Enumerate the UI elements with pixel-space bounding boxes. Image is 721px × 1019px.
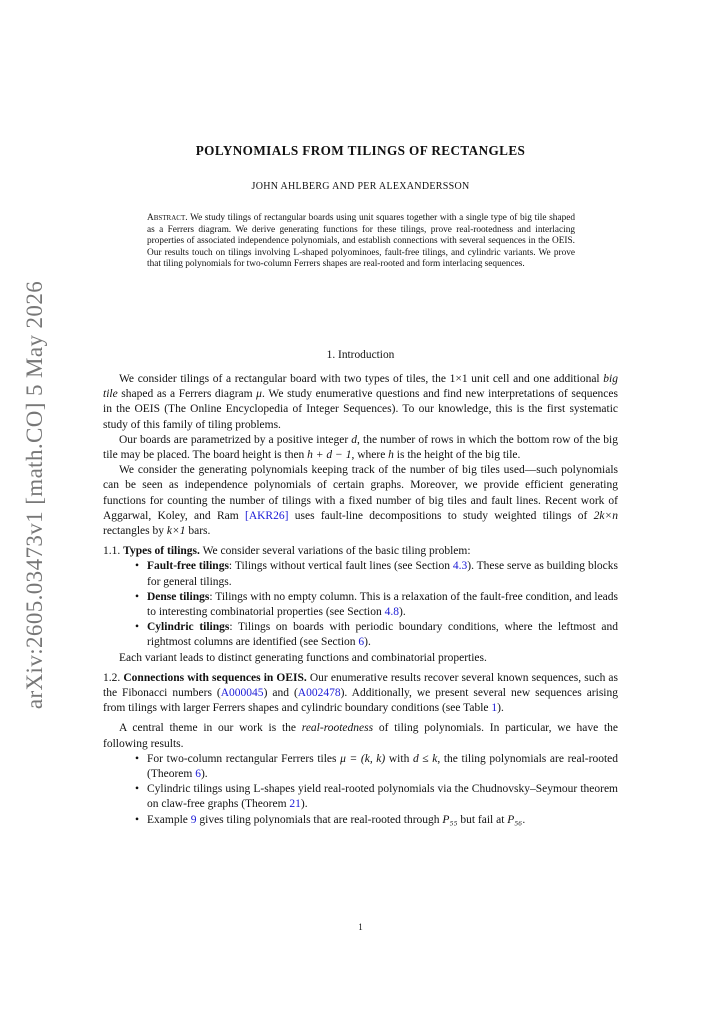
paper-title: POLYNOMIALS FROM TILINGS OF RECTANGLES bbox=[195, 143, 526, 158]
main-body bbox=[103, 372, 618, 828]
text: uses fault-line decompositions to study weighted tilings of bbox=[288, 509, 594, 522]
text: Our enumerative results recover several known sequences, such as the Fibonacci numbers ( bbox=[103, 671, 619, 700]
abstract bbox=[147, 213, 575, 271]
section-link[interactable]: 6 bbox=[358, 636, 365, 649]
text: ). bbox=[200, 768, 208, 781]
text: : Tilings on boards with periodic boundary conditions, where the leftmost and rightmost columns are identified (see Section bbox=[147, 621, 618, 649]
text: , the number of rows in which the bottom row of the big tile may be placed. The board height is then bbox=[103, 433, 619, 462]
term: Fault-free tilings bbox=[147, 560, 229, 573]
section-heading-text: 1. Introduction bbox=[326, 349, 395, 361]
page-number: 1 bbox=[358, 922, 363, 932]
text: ). bbox=[364, 636, 371, 649]
intro-paragraph-2 bbox=[103, 433, 618, 463]
text: A central theme in our work is the bbox=[119, 722, 302, 735]
text: gives tiling polynomials that are real-rooted through bbox=[196, 813, 443, 826]
text: bars. bbox=[185, 525, 211, 538]
text: Cylindric tilings using L-shapes yield real-rooted polynomials via the Chudnovsky–Seymour theorem on claw-free graphs (Theorem bbox=[147, 783, 618, 811]
subsection-number: 1.2. bbox=[103, 671, 121, 684]
subsection-1-1 bbox=[103, 544, 618, 559]
list-item bbox=[147, 782, 618, 812]
emphasis: real-rootedness bbox=[301, 722, 374, 735]
math: h bbox=[388, 449, 394, 462]
math: μ = (k, k) bbox=[340, 752, 386, 765]
text: , the tiling polynomials are real-rooted (Theorem bbox=[147, 752, 619, 781]
math: 2k×n bbox=[593, 509, 619, 522]
text: ). bbox=[398, 606, 406, 619]
text: : Tilings with no empty column. This is a relaxation of the fault-free condition, and leads to interesting combinatorial properties (see Section bbox=[147, 590, 618, 619]
oeis-link[interactable]: A002478 bbox=[297, 687, 341, 700]
text: ). bbox=[497, 702, 504, 715]
term: Cylindric tilings bbox=[147, 621, 230, 634]
math: d bbox=[351, 433, 358, 446]
term: Dense tilings bbox=[147, 590, 210, 603]
text: We consider tilings of a rectangular board with two types of tiles, the 1×1 unit cell and one additional bbox=[119, 373, 604, 385]
math: d ≤ k bbox=[412, 752, 438, 765]
text: with bbox=[385, 752, 413, 765]
table-link[interactable]: 1 bbox=[491, 702, 498, 715]
arxiv-identifier: arXiv:2605.03473v1 [math.CO] 5 May 2026 bbox=[22, 280, 47, 710]
intro-paragraph-3 bbox=[103, 463, 618, 539]
abstract-label: Abstract. bbox=[147, 213, 188, 223]
results-list bbox=[103, 752, 618, 828]
math: P₅₆ bbox=[507, 813, 523, 826]
text: but fail at bbox=[457, 813, 508, 826]
text: is the height of the big tile. bbox=[393, 449, 521, 462]
arxiv-sidebar bbox=[10, 260, 60, 730]
subsection-1-2 bbox=[103, 671, 618, 717]
oeis-link[interactable]: A000045 bbox=[220, 687, 264, 700]
list-item bbox=[147, 813, 618, 828]
subsection-title: Connections with sequences in OEIS. bbox=[123, 671, 307, 684]
text: rectangles by bbox=[103, 525, 167, 538]
text: . We study enumerative questions and find new interpretations of sequences in the OEIS (The Online Encyclopedia of Integer Sequences). To our knowledge, this is the first systematic study of this family of tiling problems. bbox=[103, 388, 618, 431]
section-heading-introduction bbox=[0, 349, 721, 361]
math: P₅₅ bbox=[442, 813, 458, 826]
subsection-title: Types of tilings. bbox=[123, 545, 200, 558]
list-item bbox=[147, 620, 618, 650]
math: h + d − 1 bbox=[307, 449, 352, 462]
text: ). These serve as building blocks for general tilings. bbox=[147, 560, 618, 588]
emphasis: big tile bbox=[103, 373, 618, 401]
text: Example bbox=[147, 813, 191, 826]
subsection-number: 1.1. bbox=[103, 545, 121, 558]
text: . bbox=[522, 813, 526, 826]
subsection-1-1-closing: Each variant leads to distinct generating functions and combinatorial properties. bbox=[119, 651, 487, 664]
text: , where bbox=[351, 449, 389, 462]
list-item bbox=[147, 559, 618, 589]
text: of tiling polynomials. In particular, we have the following results. bbox=[103, 722, 618, 750]
text: : Tilings without vertical fault lines (see Section bbox=[228, 560, 453, 573]
abstract-text: We study tilings of rectangular boards using unit squares together with a single type of big tile shaped as a Ferrers diagram. We derive generating functions for these tilings, prove real-rootedness and interlacing properties of associated independence polynomials, and establish connections with several sequences in the OEIS. Our results touch on tilings involving L-shaped polyominoes, fault-free tilings, and cylindric variants. We prove that tiling polynomials for two-column Ferrers shapes are real-rooted and form interlacing sequences. bbox=[147, 213, 575, 270]
text: ). Additionally, we present several new sequences arising from tilings with larger Ferrers shapes and cylindric boundary conditions (see Table bbox=[103, 687, 618, 715]
math: μ bbox=[256, 388, 262, 401]
text: ) and ( bbox=[263, 687, 298, 700]
math: k×1 bbox=[166, 525, 186, 538]
paper-authors: JOHN AHLBERG AND PER ALEXANDERSSON bbox=[251, 181, 470, 192]
text: ). bbox=[300, 798, 308, 811]
list-item bbox=[147, 590, 618, 620]
text: Our boards are parametrized by a positive integer bbox=[119, 433, 352, 446]
citation-link[interactable]: [AKR26] bbox=[244, 509, 289, 522]
intro-paragraph-1 bbox=[103, 372, 618, 433]
text: For two-column rectangular Ferrers tiles bbox=[147, 752, 341, 765]
tiling-types-list bbox=[103, 559, 618, 650]
text: We consider the generating polynomials keeping track of the number of big tiles used—such polynomials can be seen as independence polynomials of certain graphs. Moreover, we provide efficient generating functions for counting the number of tilings with a fixed number of big tiles and fault lines. Recent work of Aggarwal, Koley, and Ram bbox=[103, 464, 618, 522]
section-link[interactable]: 4.3 bbox=[452, 560, 468, 573]
text: We consider several variations of the basic tiling problem: bbox=[199, 545, 471, 558]
results-paragraph bbox=[103, 721, 618, 751]
list-item bbox=[147, 752, 618, 782]
section-link[interactable]: 4.8 bbox=[384, 606, 399, 619]
theorem-link[interactable]: 6 bbox=[195, 768, 201, 781]
theorem-link[interactable]: 21 bbox=[289, 798, 301, 811]
text: shaped as a Ferrers diagram bbox=[117, 388, 257, 401]
example-link[interactable]: 9 bbox=[190, 813, 197, 826]
